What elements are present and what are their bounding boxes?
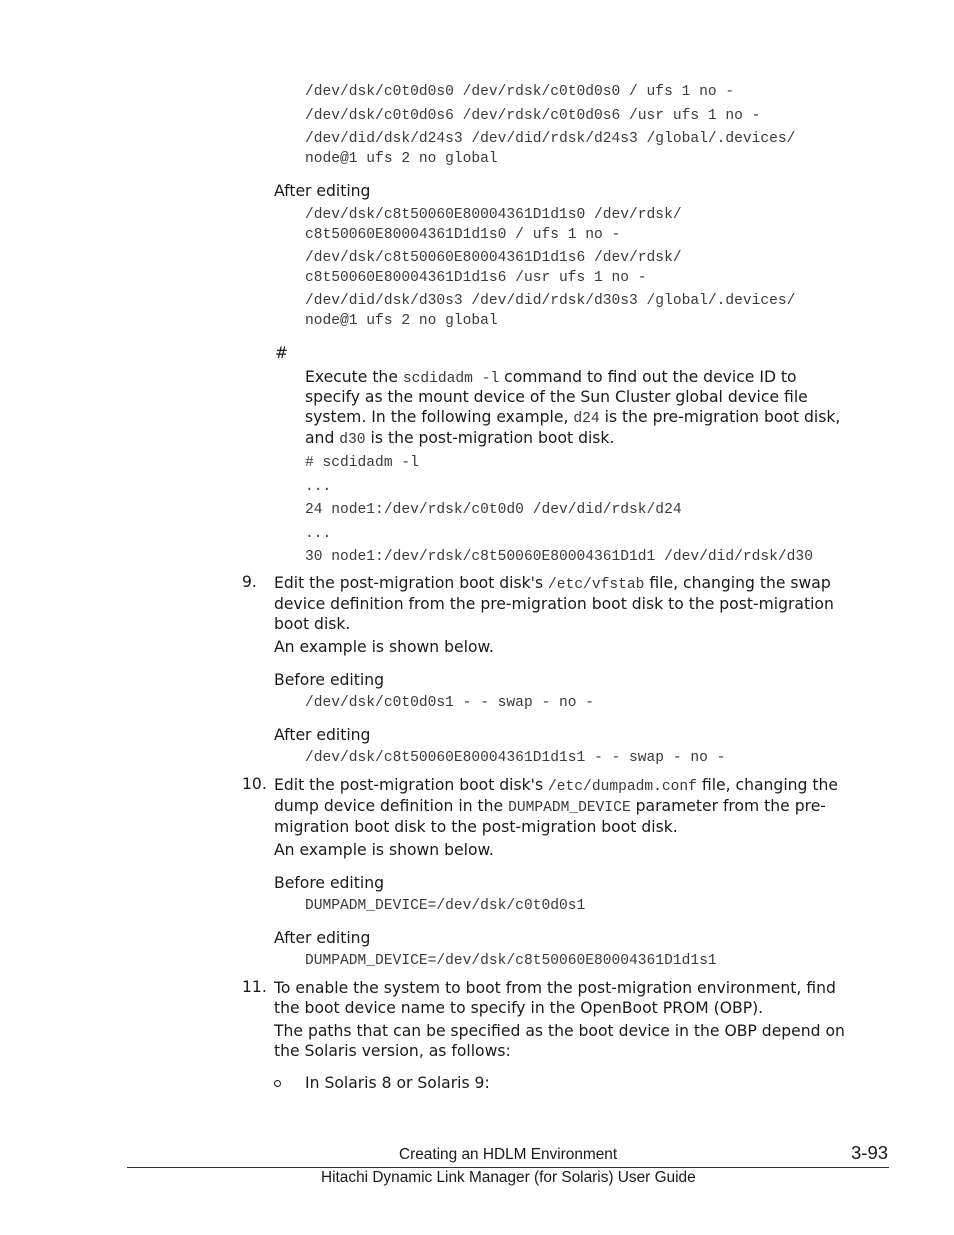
code-line: ...: [305, 479, 332, 495]
example-intro: An example is shown below.: [274, 638, 494, 656]
bullet-icon: [274, 1080, 281, 1087]
paragraph-line: and d30 is the post-migration boot disk.: [305, 429, 615, 448]
paragraph-line: Execute the scdidadm -l command to find out the device ID to: [305, 368, 797, 387]
inline-code: /etc/dumpadm.conf: [548, 779, 697, 795]
code-line: c8t50060E80004361D1d1s6 /usr ufs 1 no -: [305, 270, 647, 286]
step-11-text: To enable the system to boot from the post-migration environment, find: [274, 979, 836, 997]
code-line: /dev/dsk/c8t50060E80004361D1d1s1 - - swap - no -: [305, 750, 726, 766]
inline-code: scdidadm -l: [402, 371, 500, 387]
step-10-text: Edit the post-migration boot disk's /etc/dumpadm.conf file, changing the: [274, 776, 838, 795]
footer-section-title: Creating an HDLM Environment: [399, 1146, 618, 1163]
code-line: 30 node1:/dev/rdsk/c8t50060E80004361D1d1 /dev/did/rdsk/d30: [305, 549, 813, 565]
code-line: c8t50060E80004361D1d1s0 / ufs 1 no -: [305, 227, 621, 243]
after-editing-label: After editing: [274, 182, 371, 200]
prompt-symbol: #: [275, 344, 289, 362]
paragraph-line: The paths that can be specified as the boot device in the OBP depend on: [274, 1022, 845, 1040]
code-line: 24 node1:/dev/rdsk/c0t0d0 /dev/did/rdsk/d24: [305, 502, 682, 518]
inline-code: /etc/vfstab: [548, 577, 645, 593]
code-line: DUMPADM_DEVICE=/dev/dsk/c0t0d0s1: [305, 898, 586, 914]
bullet-item: In Solaris 8 or Solaris 9:: [305, 1074, 490, 1092]
paragraph-line: dump device definition in the DUMPADM_DEVICE parameter from the pre-: [274, 797, 826, 816]
step-number-9: 9.: [242, 573, 257, 591]
after-editing-label: After editing: [274, 726, 371, 744]
paragraph-line: migration boot disk to the post-migration boot disk.: [274, 818, 678, 836]
code-line: ...: [305, 526, 332, 542]
paragraph-line: the boot device name to specify in the OpenBoot PROM (OBP).: [274, 999, 764, 1017]
step-9-text: Edit the post-migration boot disk's /etc/vfstab file, changing the swap: [274, 574, 831, 593]
code-line: /dev/dsk/c0t0d0s1 - - swap - no -: [305, 695, 595, 711]
code-line: /dev/did/dsk/d30s3 /dev/did/rdsk/d30s3 /global/.devices/: [305, 293, 796, 309]
before-editing-label: Before editing: [274, 671, 384, 689]
code-line: /dev/did/dsk/d24s3 /dev/did/rdsk/d24s3 /global/.devices/: [305, 131, 796, 147]
code-line: # scdidadm -l: [305, 455, 419, 471]
step-number-11: 11.: [242, 978, 267, 996]
code-line: DUMPADM_DEVICE=/dev/dsk/c8t50060E80004361D1d1s1: [305, 953, 717, 969]
before-editing-label: Before editing: [274, 874, 384, 892]
paragraph-line: boot disk.: [274, 615, 351, 633]
code-line: /dev/dsk/c0t0d0s0 /dev/rdsk/c0t0d0s0 / ufs 1 no -: [305, 84, 735, 100]
code-line: /dev/dsk/c8t50060E80004361D1d1s6 /dev/rdsk/: [305, 250, 682, 266]
inline-code: d30: [339, 432, 366, 448]
inline-code: DUMPADM_DEVICE: [508, 800, 631, 816]
inline-code: d24: [573, 411, 600, 427]
paragraph-line: the Solaris version, as follows:: [274, 1042, 511, 1060]
paragraph-line: system. In the following example, d24 is the pre-migration boot disk,: [305, 408, 841, 427]
footer-guide-title: Hitachi Dynamic Link Manager (for Solaris) User Guide: [321, 1169, 696, 1186]
footer-divider: [127, 1167, 889, 1168]
code-line: /dev/dsk/c8t50060E80004361D1d1s0 /dev/rdsk/: [305, 207, 682, 223]
after-editing-label: After editing: [274, 929, 371, 947]
page-number: 3-93: [851, 1142, 889, 1163]
example-intro: An example is shown below.: [274, 841, 494, 859]
paragraph-line: specify as the mount device of the Sun Cluster global device file: [305, 388, 808, 406]
code-line: node@1 ufs 2 no global: [305, 313, 498, 329]
step-number-10: 10.: [242, 775, 267, 793]
code-line: node@1 ufs 2 no global: [305, 151, 498, 167]
paragraph-line: device definition from the pre-migration boot disk to the post-migration: [274, 595, 834, 613]
code-line: /dev/dsk/c0t0d0s6 /dev/rdsk/c0t0d0s6 /usr ufs 1 no -: [305, 108, 761, 124]
